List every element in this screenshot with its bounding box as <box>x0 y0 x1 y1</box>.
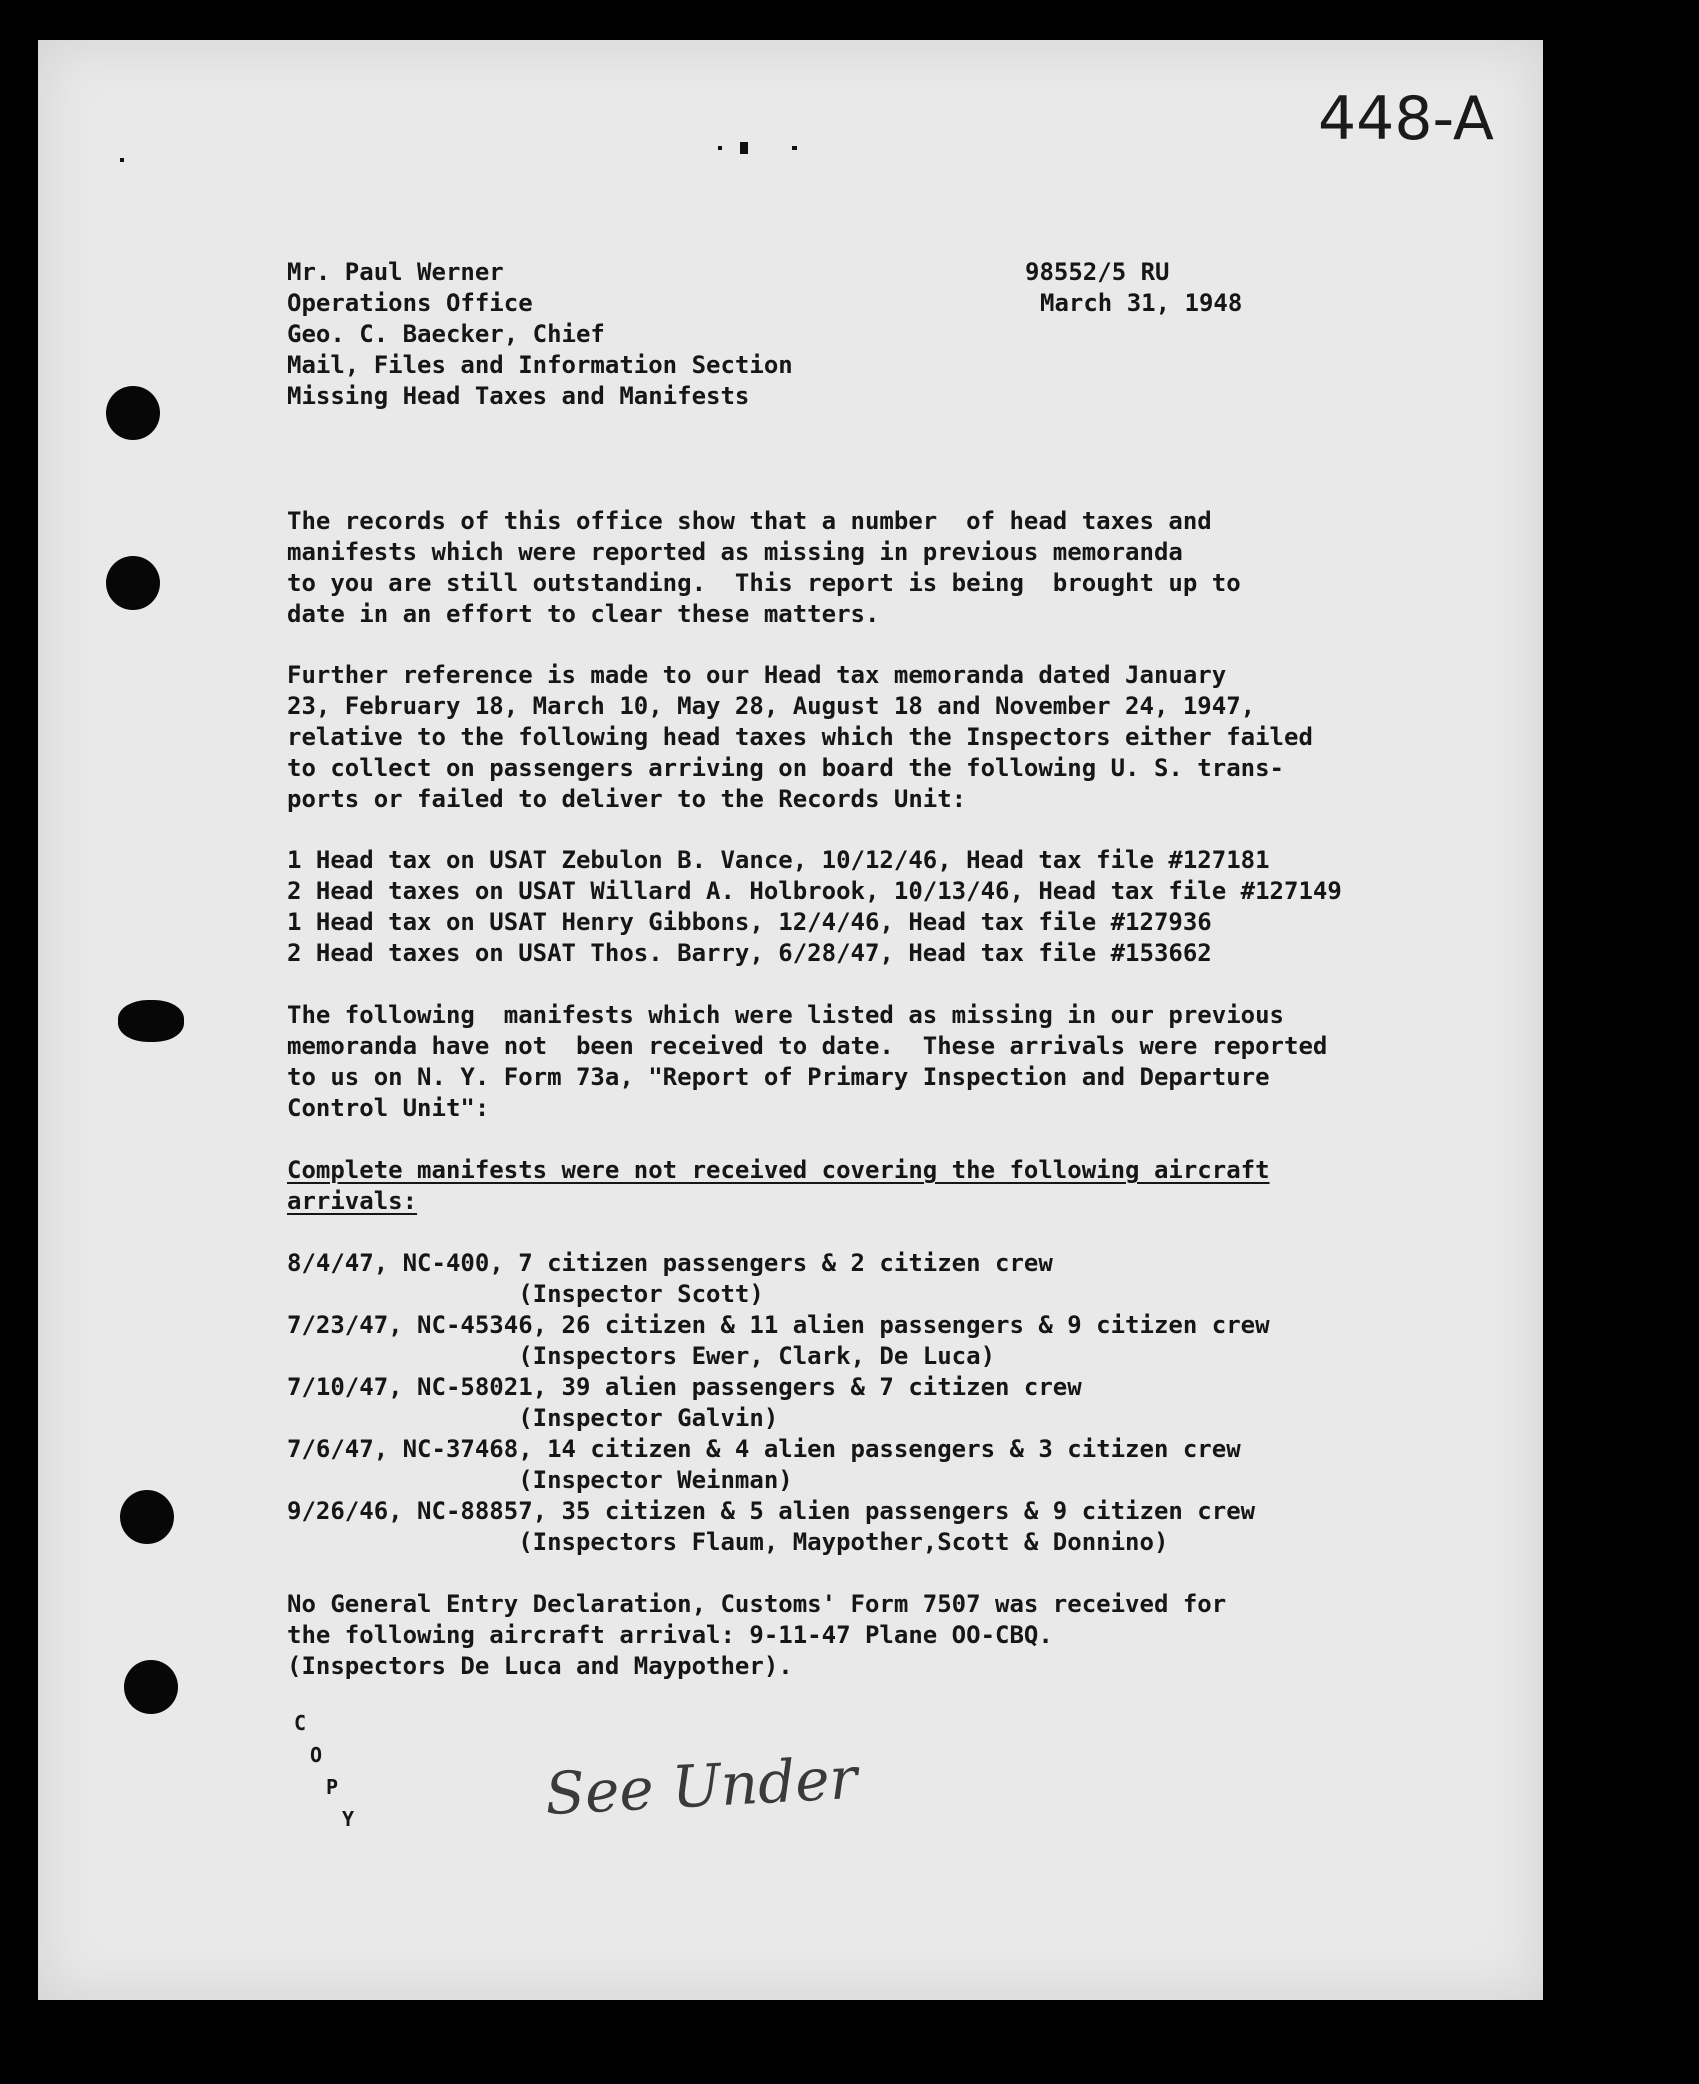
text-line: The following manifests which were listed as missing in our previous <box>287 1001 1284 1029</box>
text-line: memoranda have not been received to date. These arrivals were reported <box>287 1032 1328 1060</box>
memo-subject: Missing Head Taxes and Manifests <box>287 382 750 410</box>
speck <box>120 158 124 162</box>
copy-letter: O <box>310 1743 323 1767</box>
copy-letter: P <box>326 1775 339 1799</box>
text-line: Further reference is made to our Head tax memoranda dated January <box>287 661 1227 689</box>
list-item: 2 Head taxes on USAT Willard A. Holbrook, 10/13/46, Head tax file #127149 <box>287 877 1342 905</box>
arrival-inspectors: (Inspector Weinman) <box>287 1466 793 1494</box>
text-line: The records of this office show that a number of head taxes and <box>287 507 1212 535</box>
text-line: to you are still outstanding. This report is being brought up to <box>287 569 1241 597</box>
text-line: No General Entry Declaration, Customs' Form 7507 was received for <box>287 1590 1227 1618</box>
arrival-inspectors: (Inspector Scott) <box>287 1280 764 1308</box>
memo-to: Mr. Paul Werner <box>287 258 504 286</box>
punch-hole-2 <box>106 556 160 610</box>
arrival-line: 7/6/47, NC-37468, 14 citizen & 4 alien passengers & 3 citizen crew <box>287 1435 1241 1463</box>
arrival-inspectors: (Inspectors Flaum, Maypother,Scott & Donnino) <box>287 1528 1169 1556</box>
speck <box>718 146 722 150</box>
text-line: manifests which were reported as missing in previous memoranda <box>287 538 1183 566</box>
handwritten-note: See Under <box>543 1743 859 1829</box>
text-line: to collect on passengers arriving on board the following U. S. trans- <box>287 754 1284 782</box>
arrival-line: 7/23/47, NC-45346, 26 citizen & 11 alien passengers & 9 citizen crew <box>287 1311 1270 1339</box>
punch-hole-1 <box>106 386 160 440</box>
memo-from: Geo. C. Baecker, Chief <box>287 320 605 348</box>
punch-hole-3 <box>118 1000 184 1042</box>
arrival-inspectors: (Inspectors Ewer, Clark, De Luca) <box>287 1342 996 1370</box>
list-item: 2 Head taxes on USAT Thos. Barry, 6/28/47, Head tax file #153662 <box>287 939 1212 967</box>
page-number: 448-A <box>1318 84 1494 154</box>
text-line: 23, February 18, March 10, May 28, August 18 and November 24, 1947, <box>287 692 1256 720</box>
memo-to-office: Operations Office <box>287 289 533 317</box>
speck <box>792 146 797 150</box>
copy-letter: Y <box>342 1807 355 1831</box>
text-line: relative to the following head taxes which the Inspectors either failed <box>287 723 1313 751</box>
text-line: Control Unit": <box>287 1094 490 1122</box>
list-item: 1 Head tax on USAT Zebulon B. Vance, 10/12/46, Head tax file #127181 <box>287 846 1270 874</box>
heading-line: arrivals: <box>287 1187 418 1215</box>
text-line: to us on N. Y. Form 73a, "Report of Primary Inspection and Departure <box>287 1063 1270 1091</box>
text-line: (Inspectors De Luca and Maypother). <box>287 1652 793 1680</box>
arrival-line: 9/26/46, NC-88857, 35 citizen & 5 alien passengers & 9 citizen crew <box>287 1497 1256 1525</box>
arrival-inspectors: (Inspector Galvin) <box>287 1404 779 1432</box>
punch-hole-5 <box>124 1660 178 1714</box>
text-line: the following aircraft arrival: 9-11-47 Plane OO-CBQ. <box>287 1621 1053 1649</box>
memo-date: March 31, 1948 <box>1040 289 1243 317</box>
copy-letter: C <box>294 1711 307 1735</box>
arrival-line: 7/10/47, NC-58021, 39 alien passengers & 7 citizen crew <box>287 1373 1082 1401</box>
list-item: 1 Head tax on USAT Henry Gibbons, 12/4/46, Head tax file #127936 <box>287 908 1212 936</box>
text-line: ports or failed to deliver to the Records Unit: <box>287 785 967 813</box>
punch-hole-4 <box>120 1490 174 1544</box>
arrival-line: 8/4/47, NC-400, 7 citizen passengers & 2 citizen crew <box>287 1249 1053 1277</box>
heading-line: Complete manifests were not received covering the following aircraft <box>287 1156 1270 1184</box>
memo-from-section: Mail, Files and Information Section <box>287 351 793 379</box>
speck <box>740 142 748 154</box>
text-line: date in an effort to clear these matters. <box>287 600 880 628</box>
memo-file-number: 98552/5 RU <box>1025 258 1170 286</box>
